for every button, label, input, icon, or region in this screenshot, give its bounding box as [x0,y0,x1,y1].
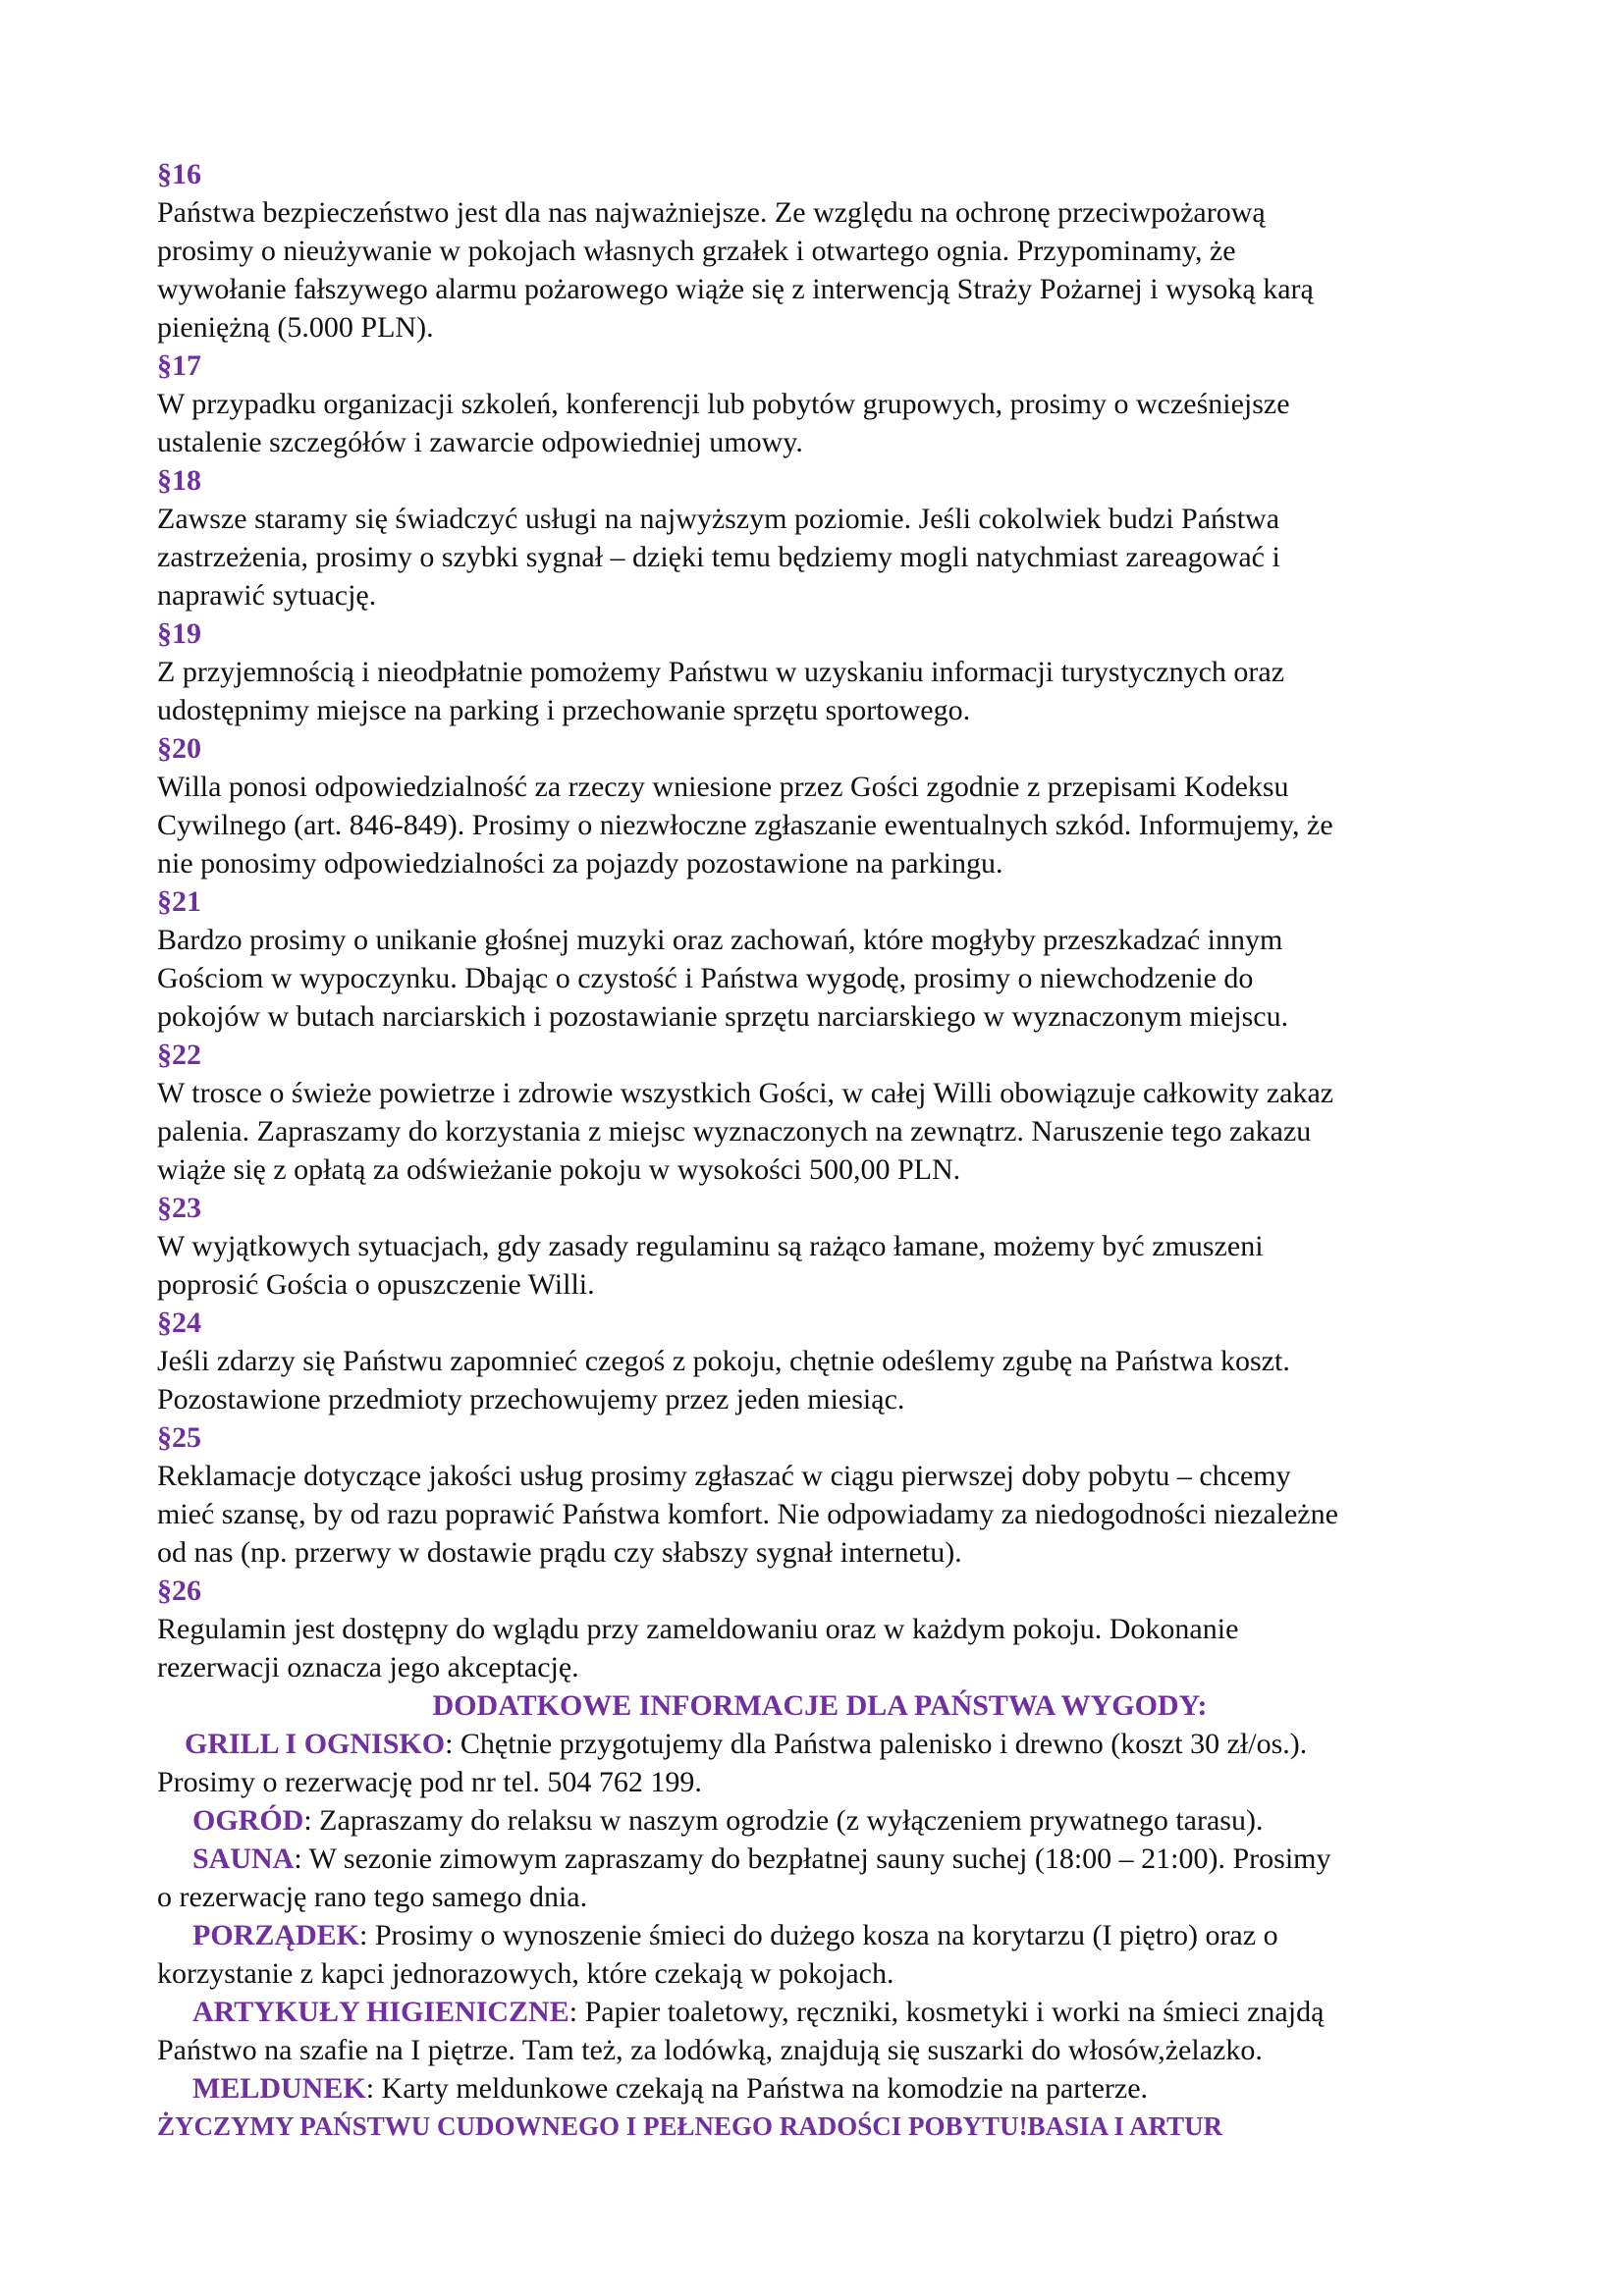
extra-item-label: ARTYKUŁY HIGIENICZNE [192,1996,569,2028]
section-line: Cywilnego (art. 846-849). Prosimy o niezwłoczne zgłaszanie ewentualnych szkód. Informujemy, że [157,809,1333,841]
section-line: palenia. Zapraszamy do korzystania z miejsc wyznaczonych na zewnątrz. Naruszenie tego zakazu [157,1115,1312,1148]
section-line: naprawić sytuację. [157,579,377,612]
section-line: rezerwacji oznacza jego akceptację. [157,1651,579,1683]
extra-item-label: PORZĄDEK [192,1919,360,1951]
section-line: pokojów w butach narciarskich i pozostawianie sprzętu narciarskiego w wyznaczonym miejscu. [157,1000,1289,1033]
closing-wishes: ŻYCZYMY PAŃSTWU CUDOWNEGO I PEŁNEGO RADOŚCI POBYTU!BASIA I ARTUR [157,2111,1223,2141]
section-16 [157,155,1483,347]
extra-item-text: o rezerwację rano tego samego dnia. [157,1881,588,1913]
section-line: Jeśli zdarzy się Państwu zapomnieć czegoś z pokoju, chętnie odeślemy zgubę na Państwa koszt. [157,1345,1290,1377]
section-number: §22 [157,1039,201,1071]
section-line: Zawsze staramy się świadczyć usługi na najwyższym poziomie. Jeśli cokolwiek budzi Państwa [157,503,1280,535]
section-18 [157,461,1483,614]
extra-item-text: : Prosimy o wynoszenie śmieci do dużego kosza na korytarzu (I piętro) oraz o [359,1919,1278,1951]
section-number: §18 [157,464,201,497]
section-line: wiąże się z opłatą za odświeżanie pokoju w wysokości 500,00 PLN. [157,1153,961,1186]
section-line: Państwa bezpieczeństwo jest dla nas najważniejsze. Ze względu na ochronę przeciwpożarową [157,196,1266,229]
section-line: udostępnimy miejsce na parking i przechowanie sprzętu sportowego. [157,694,971,726]
section-number: §26 [157,1575,201,1607]
section-line: ustalenie szczegółów i zawarcie odpowiedniej umowy. [157,426,803,458]
section-line: Bardzo prosimy o unikanie głośnej muzyki oraz zachowań, które mogłyby przeszkadzać innym [157,924,1283,956]
extra-item-label: MELDUNEK [192,2072,366,2105]
extra-item-label: GRILL I OGNISKO [185,1728,446,1760]
section-line: W przypadku organizacji szkoleń, konferencji lub pobytów grupowych, prosimy o wcześniejsze [157,388,1290,420]
section-line: Z przyjemnością i nieodpłatnie pomożemy Państwu w uzyskaniu informacji turystycznych oraz [157,656,1285,688]
section-26 [157,1572,1483,1686]
extra-item-text: korzystanie z kapci jednorazowych, które czekają w pokojach. [157,1957,894,1990]
section-line: mieć szansę, by od razu poprawić Państwa komfort. Nie odpowiadamy za niedogodności niezależne [157,1498,1338,1530]
section-21 [157,882,1483,1036]
extra-item-text: Prosimy o rezerwację pod nr tel. 504 762 199. [157,1766,702,1798]
section-20 [157,729,1483,882]
section-line: poprosić Gościa o opuszczenie Willi. [157,1268,595,1301]
section-line: zastrzeżenia, prosimy o szybki sygnał – dzięki temu będziemy mogli natychmiast zareagować i [157,541,1280,573]
extra-item-text: : Papier toaletowy, ręczniki, kosmetyki i worki na śmieci znajdą [568,1996,1325,2028]
section-number: §23 [157,1192,201,1224]
section-number: §19 [157,617,201,650]
extra-item-text: : W sezonie zimowym zapraszamy do bezpłatnej sauny suchej (18:00 – 21:00). Prosimy [294,1842,1331,1875]
section-number: §20 [157,732,201,765]
section-line: prosimy o nieużywanie w pokojach własnych grzałek i otwartego ognia. Przypominamy, że [157,235,1236,267]
section-number: §24 [157,1307,201,1339]
section-19 [157,614,1483,729]
extra-info-title: DODATKOWE INFORMACJE DLA PAŃSTWA WYGODY: [432,1689,1208,1722]
section-line: W trosce o świeże powietrze i zdrowie wszystkich Gości, w całej Willi obowiązuje całkowity zakaz [157,1077,1334,1109]
extra-item-garden [157,1801,1483,1840]
extra-item-checkin [157,2069,1483,2108]
section-line: wywołanie fałszywego alarmu pożarowego wiąże się z interwencją Straży Pożarnej i wysoką karą [157,273,1314,305]
section-line: Gościom w wypoczynku. Dbając o czystość i Państwa wygodę, prosimy o niewchodzenie do [157,962,1254,994]
section-number: §17 [157,349,201,382]
extra-item-text: : Chętnie przygotujemy dla Państwa palenisko i drewno (koszt 30 zł/os.). [445,1728,1308,1760]
section-line: W wyjątkowych sytuacjach, gdy zasady regulaminu są rażąco łamane, możemy być zmuszeni [157,1230,1264,1262]
section-line: Pozostawione przedmioty przechowujemy przez jeden miesiąc. [157,1383,905,1415]
extra-item-text: : Zapraszamy do relaksu w naszym ogrodzie (z wyłączeniem prywatnego tarasu). [303,1804,1264,1837]
section-number: §16 [157,158,201,190]
section-line: Willa ponosi odpowiedzialność za rzeczy wniesione przez Gości zgodnie z przepisami Kodeksu [157,771,1289,803]
extra-item-order [157,1916,1483,1993]
section-line: od nas (np. przerwy w dostawie prądu czy słabszy sygnał internetu). [157,1536,962,1569]
extra-item-grill [157,1725,1483,1801]
section-23 [157,1189,1483,1304]
section-line: pieniężną (5.000 PLN). [157,311,434,344]
extra-item-label: SAUNA [192,1842,295,1875]
section-17 [157,347,1483,461]
section-25 [157,1418,1483,1572]
extra-item-sauna [157,1840,1483,1916]
section-number: §25 [157,1421,201,1454]
document-page [157,155,1483,2146]
extra-item-hygiene [157,1993,1483,2069]
extra-item-text: : Karty meldunkowe czekają na Państwa na komodzie na parterze. [365,2072,1149,2105]
section-24 [157,1304,1483,1418]
section-line: nie ponosimy odpowiedzialności za pojazdy pozostawione na parkingu. [157,847,1003,880]
section-22 [157,1036,1483,1189]
section-number: §21 [157,885,201,918]
section-line: Reklamacje dotyczące jakości usług prosimy zgłaszać w ciągu pierwszej doby pobytu – chcemy [157,1460,1291,1492]
extra-item-label: OGRÓD [192,1804,304,1837]
section-line: Regulamin jest dostępny do wglądu przy zameldowaniu oraz w każdym pokoju. Dokonanie [157,1613,1239,1645]
extra-item-text: Państwo na szafie na I piętrze. Tam też, za lodówką, znajdują się suszarki do włosów,żelazko. [157,2034,1263,2066]
